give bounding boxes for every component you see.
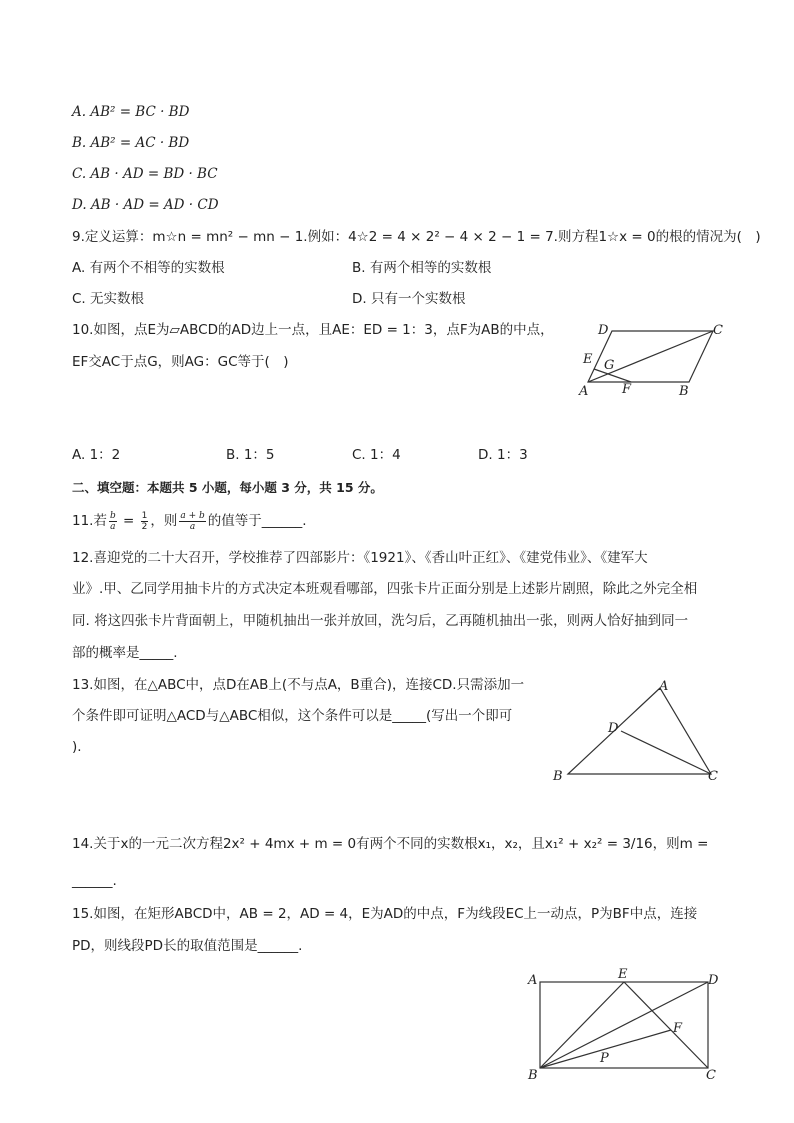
q8-option-d: D. AB · AD = AD · CD — [72, 197, 219, 213]
q10-label-e: E — [583, 352, 593, 367]
q13-label-d: D — [608, 721, 619, 736]
q9-option-c: C. 无实数根 — [72, 291, 145, 307]
q10-stem-line2: EF交AC于点G，则AG：GC等于( ) — [72, 354, 289, 370]
q15-label-c: C — [706, 1068, 716, 1083]
q11-fraction-one-half — [141, 511, 149, 532]
q13-line3: ). — [72, 739, 82, 755]
section-2-heading: 二、填空题：本题共 5 小题，每小题 3 分，共 15 分。 — [72, 480, 383, 495]
q13-label-c: C — [708, 769, 718, 784]
q14-line2: ______. — [72, 873, 117, 889]
q11-fraction-a-plus-b-over-a — [179, 511, 205, 532]
q15-rectangle-figure — [520, 966, 730, 1088]
q13-line1: 13.如图，在△ABC中，点D在AB上(不与点A，B重合)，连接CD.只需添加一 — [72, 677, 525, 693]
q9-option-a: A. 有两个不相等的实数根 — [72, 260, 225, 276]
q9-stem: 9.定义运算：m☆n = mn² − mn − 1.例如：4☆2 = 4 × 2² − 4 × 2 − 1 = 7.则方程1☆x = 0的根的情况为( ) — [72, 229, 761, 245]
q11-frac3-den: a — [189, 521, 196, 532]
q11-frac1-num: b — [109, 510, 116, 521]
q10-option-b: B. 1：5 — [226, 447, 275, 463]
q9-option-d: D. 只有一个实数根 — [352, 291, 466, 307]
q12-line4: 部的概率是_____. — [72, 645, 178, 661]
q10-parallelogram-figure — [570, 318, 730, 403]
q11-suffix: 的值等于______. — [207, 513, 307, 529]
q12-line1: 12.喜迎党的二十大召开，学校推荐了四部影片：《1921》、《香山叶正红》、《建党伟业》、《建军大 — [72, 550, 648, 566]
q13-line2: 个条件即可证明△ACD与△ABC相似，这个条件可以是_____(写出一个即可 — [72, 708, 513, 724]
q10-label-g: G — [604, 358, 615, 373]
q13-label-a: A — [659, 679, 669, 694]
q15-line1: 15.如图，在矩形ABCD中，AB = 2，AD = 4，E为AD的中点，F为线段EC上一动点，P为BF中点，连接 — [72, 906, 698, 922]
q11-middle: ，则 — [150, 513, 178, 529]
q10-label-b: B — [679, 384, 689, 399]
q9-option-b: B. 有两个相等的实数根 — [352, 260, 492, 276]
q15-label-f: F — [673, 1021, 683, 1036]
q11-equals: = — [118, 513, 139, 529]
q11-prefix: 11.若 — [72, 513, 107, 529]
q11-stem — [72, 508, 307, 534]
q11-frac1-den: a — [110, 521, 116, 532]
q12-line2: 业》.甲、乙同学用抽卡片的方式决定本班观看哪部，四张卡片正面分别是上述影片剧照，除此之外完全相 — [72, 581, 698, 597]
q11-frac3-num: a + b — [180, 510, 205, 521]
q15-label-d: D — [708, 973, 719, 988]
q15-line2: PD，则线段PD长的取值范围是______. — [72, 938, 303, 954]
q15-label-a: A — [528, 973, 538, 988]
q10-option-d: D. 1：3 — [478, 447, 528, 463]
q10-label-d: D — [598, 323, 609, 338]
q8-option-b: B. AB² = AC · BD — [72, 135, 190, 151]
q14-line1: 14.关于x的一元二次方程2x² + 4mx + m = 0有两个不同的实数根x₁，x₂，且x₁² + x₂² = 3/16，则m = — [72, 836, 709, 852]
q12-line3: 同. 将这四张卡片背面朝上，甲随机抽出一张并放回，洗匀后，乙再随机抽出一张，则两人恰好抽到同一 — [72, 613, 689, 629]
q11-fraction-b-over-a — [109, 511, 117, 532]
q10-option-a: A. 1：2 — [72, 447, 121, 463]
q13-label-b: B — [553, 769, 563, 784]
q10-option-c: C. 1：4 — [352, 447, 401, 463]
q8-option-c: C. AB · AD = BD · BC — [72, 166, 218, 182]
q15-label-b: B — [528, 1068, 538, 1083]
q15-label-p: P — [600, 1051, 609, 1066]
q10-stem-line1: 10.如图，点E为▱ABCD的AD边上一点，且AE：ED = 1：3，点F为AB的中点， — [72, 322, 554, 338]
q10-label-a: A — [579, 384, 589, 399]
q10-label-c: C — [713, 323, 723, 338]
q11-frac2-den: 2 — [141, 521, 148, 532]
q13-triangle-figure — [548, 674, 728, 788]
q15-label-e: E — [618, 967, 628, 982]
q11-frac2-num: 1 — [141, 510, 148, 521]
q8-option-a: A. AB² = BC · BD — [72, 104, 190, 120]
q10-label-f: F — [622, 382, 632, 397]
